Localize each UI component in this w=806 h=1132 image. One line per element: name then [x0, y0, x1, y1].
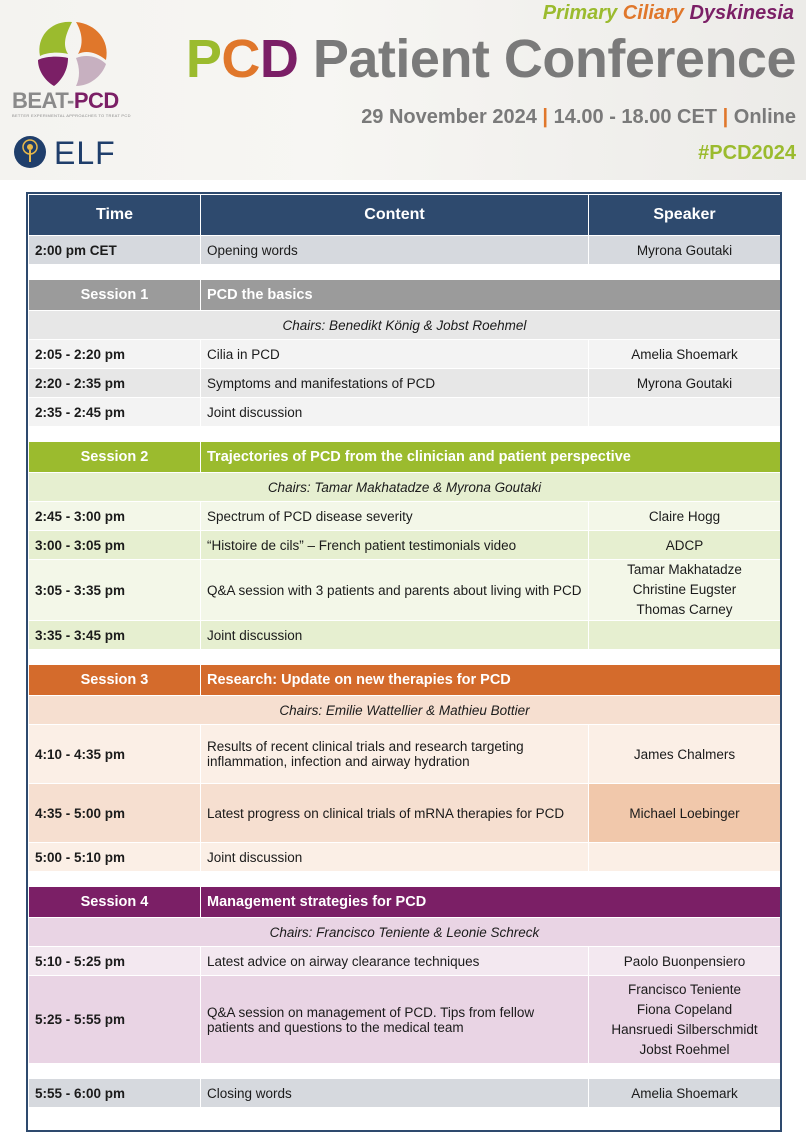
page-title: PCD Patient Conference — [185, 29, 796, 89]
beat-pcd-tagline: BETTER EXPERIMENTAL APPROACHES TO TREAT PCD — [12, 113, 131, 118]
session-1-chairs: Chairs: Benedikt König & Jobst Roehmel — [29, 311, 781, 340]
conference-banner — [0, 0, 806, 180]
table-row: 3:35 - 3:45 pm Joint discussion — [29, 621, 781, 650]
table-row: 4:35 - 5:00 pm Latest progress on clinical trials of mRNA therapies for PCD Michael Loebinger — [29, 784, 781, 843]
agenda-table — [28, 194, 781, 1108]
session-2-header: Session 2 Trajectories of PCD from the clinician and patient perspective — [29, 442, 781, 473]
elf-logo-text: ELF — [54, 135, 116, 171]
elf-tree-icon — [14, 136, 46, 168]
session-1-header: Session 1 PCD the basics — [29, 280, 781, 311]
table-header-row — [29, 195, 781, 236]
table-row: 2:00 pm CET Opening words Myrona Goutaki — [29, 236, 781, 265]
table-row: 2:45 - 3:00 pm Spectrum of PCD disease severity Claire Hogg — [29, 502, 781, 531]
session-2-chairs: Chairs: Tamar Makhatadze & Myrona Goutaki — [29, 473, 781, 502]
header-content: Content — [201, 195, 589, 236]
subtitle: Primary Ciliary Dyskinesia — [542, 2, 794, 24]
beat-pcd-logo-text: BEAT-PCD — [12, 88, 119, 113]
session-3-header: Session 3 Research: Update on new therapies for PCD — [29, 665, 781, 696]
session-4-chairs: Chairs: Francisco Teniente & Leonie Schreck — [29, 918, 781, 947]
table-row: 3:00 - 3:05 pm “Histoire de cils” – French patient testimonials video ADCP — [29, 531, 781, 560]
table-row: 5:00 - 5:10 pm Joint discussion — [29, 843, 781, 872]
table-row: 3:05 - 3:35 pm Q&A session with 3 patients and parents about living with PCD Tamar Makhatadze Christine Eugster Thomas Carney — [29, 560, 781, 621]
hashtag: #PCD2024 — [698, 142, 796, 164]
agenda-frame — [26, 192, 782, 1132]
header-time: Time — [29, 195, 201, 236]
beat-pcd-logo-icon — [32, 16, 112, 88]
table-row: 2:20 - 2:35 pm Symptoms and manifestations of PCD Myrona Goutaki — [29, 369, 781, 398]
session-4-header: Session 4 Management strategies for PCD — [29, 887, 781, 918]
table-row: 4:10 - 4:35 pm Results of recent clinical trials and research targeting inflammation, infection and airway hydration James Chalmers — [29, 725, 781, 784]
header-speaker: Speaker — [589, 195, 781, 236]
closing-row: 5:55 - 6:00 pm Closing words Amelia Shoemark — [29, 1079, 781, 1108]
table-row: 2:05 - 2:20 pm Cilia in PCD Amelia Shoemark — [29, 340, 781, 369]
table-row: 5:25 - 5:55 pm Q&A session on management of PCD. Tips from fellow patients and questions to the medical team Francisco Teniente Fiona Copeland Hansruedi Silberschmidt Jobst Roehmel — [29, 976, 781, 1064]
session-3-chairs: Chairs: Emilie Wattellier & Mathieu Bottier — [29, 696, 781, 725]
event-date-time: 29 November 2024 | 14.00 - 18.00 CET | Online — [361, 106, 796, 128]
table-row: 5:10 - 5:25 pm Latest advice on airway clearance techniques Paolo Buonpensiero — [29, 947, 781, 976]
table-row: 2:35 - 2:45 pm Joint discussion — [29, 398, 781, 427]
